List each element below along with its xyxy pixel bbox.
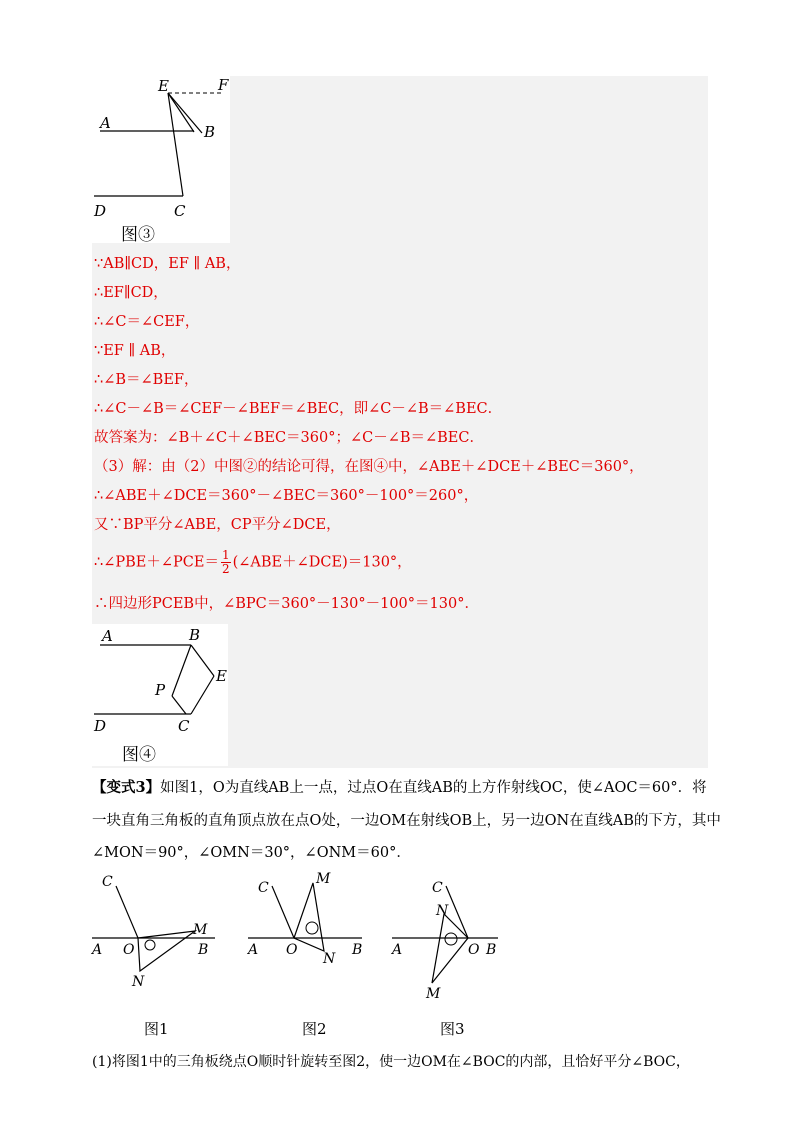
part3-line-4 bbox=[94, 549, 412, 576]
fig3-label-O: O bbox=[468, 942, 480, 958]
figure-1-diagram bbox=[90, 874, 215, 990]
proof-line-5: ∴∠B＝∠BEF， bbox=[94, 372, 199, 388]
figure-3-rotation-diagram bbox=[390, 880, 498, 1002]
label-A: A bbox=[102, 627, 113, 645]
fraction-denominator: 2 bbox=[221, 562, 230, 576]
part3-line-5 bbox=[94, 594, 479, 614]
answer-prefix: 故答案为： bbox=[94, 430, 167, 446]
label-B: B bbox=[189, 626, 201, 644]
figure-3-caption: 图③ bbox=[121, 225, 155, 245]
proof-line-2: ∴EF∥CD， bbox=[94, 285, 168, 301]
figure-2-caption: 图2 bbox=[302, 1020, 327, 1038]
fig1-label-N: N bbox=[132, 974, 145, 990]
proof-line-4: ∵EF ∥ AB， bbox=[94, 343, 176, 359]
proof-line-6 bbox=[94, 399, 502, 419]
part3-line-4-part-b: (∠ABE＋∠DCE)＝130°， bbox=[232, 554, 412, 571]
fig2-label-M: M bbox=[316, 871, 331, 887]
variant-tag: 【变式3】 bbox=[92, 779, 161, 796]
fig3-label-N: N bbox=[436, 903, 449, 919]
proof-line-1: ∵AB∥CD，EF ∥ AB， bbox=[94, 256, 241, 272]
label-E: E bbox=[216, 667, 227, 685]
figure-4 bbox=[92, 624, 228, 766]
label-P: P bbox=[155, 681, 166, 699]
label-C: C bbox=[174, 202, 186, 220]
label-C: C bbox=[178, 717, 190, 735]
part3-line-1: （3）解：由（2）中图②的结论可得，在图④中，∠ABE＋∠DCE＋∠BEC＝360°， bbox=[94, 459, 644, 475]
part3-line-5-part-a: ∴四边形PCEB中， bbox=[94, 596, 224, 612]
figure-1-caption: 图1 bbox=[144, 1020, 169, 1038]
variant-text-1: 如图1，O为直线AB上一点，过点O在直线AB的上方作射线OC，使∠AOC＝60°．将 bbox=[160, 780, 707, 796]
fig2-label-O: O bbox=[286, 942, 298, 958]
fig3-label-B: B bbox=[486, 942, 497, 958]
part3-line-4-part-a: ∴∠PBE＋∠PCE＝ bbox=[94, 554, 219, 571]
fig1-label-C: C bbox=[102, 874, 113, 890]
figure-4-caption: 图④ bbox=[122, 745, 156, 765]
figure-3 bbox=[92, 76, 230, 243]
figure-2-diagram bbox=[246, 871, 362, 967]
proof-line-6-part-a: ∴∠C－∠B＝∠CEF－∠BEF＝∠BEC， bbox=[94, 401, 354, 417]
fig3-label-M: M bbox=[426, 986, 441, 1002]
part3-line-3: 又∵BP平分∠ABE，CP平分∠DCE， bbox=[94, 517, 341, 533]
label-F: F bbox=[218, 76, 229, 94]
variant-paragraph-2: 一块直角三角板的直角顶点放在点O处，一边OM在射线OB上，另一边ON在直线AB的下方，其中 bbox=[92, 813, 721, 829]
fig1-label-A: A bbox=[92, 942, 103, 958]
fig3-label-C: C bbox=[432, 880, 443, 896]
figure-3-diagram bbox=[92, 76, 230, 243]
proof-line-3: ∴∠C＝∠CEF， bbox=[94, 314, 200, 330]
fig2-label-N: N bbox=[323, 951, 336, 967]
fraction-one-half bbox=[221, 549, 231, 576]
answer-line bbox=[94, 428, 484, 448]
rotation-figures bbox=[80, 868, 540, 1008]
fig3-label-A: A bbox=[392, 942, 403, 958]
proof-line-6-part-b: 即∠C－∠B＝∠BEC． bbox=[353, 401, 503, 417]
fig2-label-A: A bbox=[248, 942, 259, 958]
label-D: D bbox=[94, 717, 107, 735]
fraction-numerator: 1 bbox=[221, 548, 230, 562]
variant-paragraph-1 bbox=[92, 778, 712, 798]
variant-paragraph-3: ∠MON＝90°，∠OMN＝30°，∠ONM＝60°． bbox=[92, 845, 411, 861]
label-E: E bbox=[158, 77, 169, 95]
fig2-label-B: B bbox=[352, 942, 363, 958]
fig2-label-C: C bbox=[258, 880, 269, 896]
part3-line-2: ∴∠ABE＋∠DCE＝360°－∠BEC＝360°－100°＝260°， bbox=[94, 488, 479, 504]
figure-3-rotation-caption: 图3 bbox=[440, 1020, 465, 1038]
fig1-label-B: B bbox=[198, 942, 209, 958]
label-B: B bbox=[204, 123, 216, 141]
answer-text: ∠B＋∠C＋∠BEC＝360°；∠C－∠B＝∠BEC． bbox=[166, 430, 484, 446]
fig1-label-O: O bbox=[123, 942, 135, 958]
figure-4-diagram bbox=[92, 624, 228, 766]
question-1: (1)将图1中的三角板绕点O顺时针旋转至图2，使一边OM在∠BOC的内部，且恰好平分∠BOC， bbox=[92, 1054, 690, 1070]
label-D: D bbox=[94, 202, 107, 220]
fig1-label-M: M bbox=[193, 922, 208, 938]
part3-line-5-part-b: ∠BPC＝360°－130°－100°＝130°． bbox=[223, 596, 479, 612]
label-A: A bbox=[100, 114, 111, 132]
